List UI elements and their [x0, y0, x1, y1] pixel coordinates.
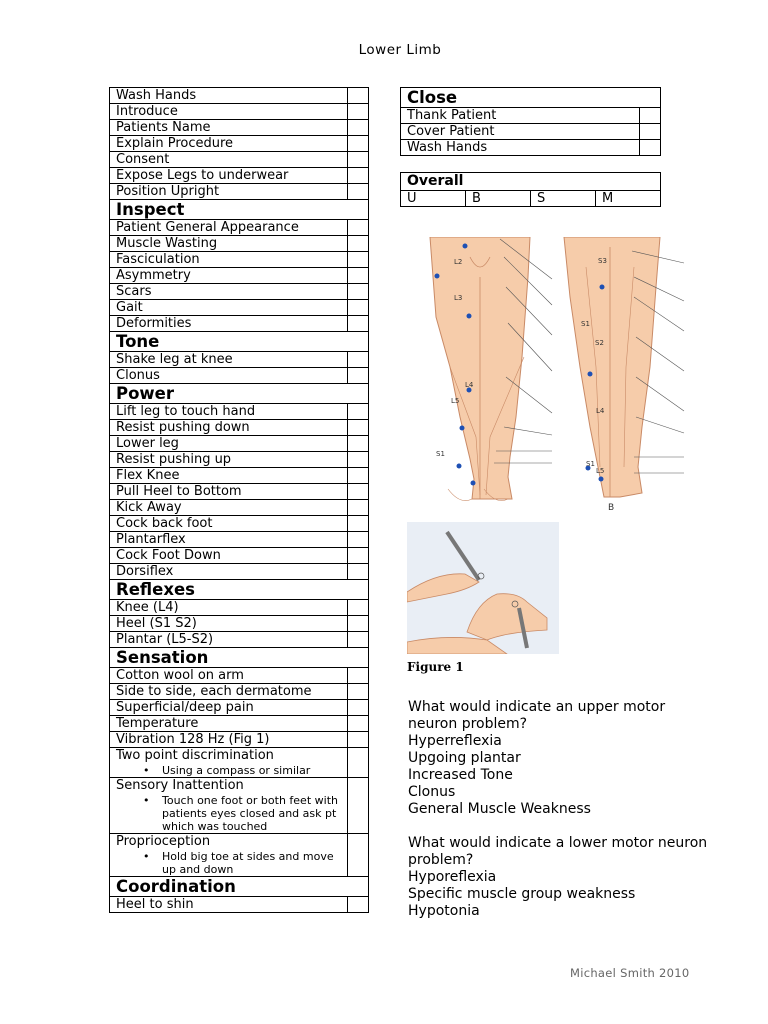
overall-header: Overall	[401, 173, 661, 191]
checklist-item: Heel to shin	[110, 897, 348, 913]
checklist-row	[110, 500, 369, 516]
dermatome-label: S1	[586, 460, 595, 468]
umn-answer: Clonus	[408, 784, 456, 800]
checkbox-cell[interactable]	[348, 252, 369, 268]
checklist-row	[110, 748, 369, 778]
section-header-reflexes: Reflexes	[110, 580, 369, 600]
checklist-item: Position Upright	[110, 184, 348, 200]
dermatome-label: S3	[598, 257, 607, 265]
lmn-answer: Specific muscle group weakness	[408, 886, 636, 902]
checkbox-cell[interactable]	[348, 834, 369, 877]
front-legs-figure	[430, 237, 530, 501]
dermatome-label: S1	[436, 450, 445, 458]
checklist-row	[110, 284, 369, 300]
checklist-row	[110, 220, 369, 236]
checkbox-cell[interactable]	[348, 778, 369, 834]
lmn-answer: Hypotonia	[408, 903, 480, 919]
figure-caption: Figure 1	[407, 660, 464, 674]
checklist-item: Expose Legs to underwear	[110, 168, 348, 184]
dermatome-diagram	[420, 237, 686, 513]
checkbox-cell[interactable]	[348, 152, 369, 168]
checklist-item: Flex Knee	[110, 468, 348, 484]
lmn-block	[408, 835, 708, 920]
checkbox-cell[interactable]	[348, 220, 369, 236]
dermatome-label: S1	[581, 320, 590, 328]
checkbox-cell[interactable]	[348, 732, 369, 748]
checkbox-cell[interactable]	[348, 500, 369, 516]
checkbox-cell[interactable]	[639, 140, 660, 156]
checkbox-cell[interactable]	[348, 88, 369, 104]
checklist-note: • Hold big toe at sides and move up and down	[116, 850, 347, 876]
author-footer: Michael Smith 2010	[570, 966, 690, 980]
checklist-item: Cotton wool on arm	[110, 668, 348, 684]
dermatome-label: L5	[451, 397, 460, 405]
close-item: Thank Patient	[401, 108, 640, 124]
checklist-item: Resist pushing up	[110, 452, 348, 468]
checkbox-cell[interactable]	[348, 564, 369, 580]
checklist-row	[110, 236, 369, 252]
checklist-item: Fasciculation	[110, 252, 348, 268]
checklist-item: Asymmetry	[110, 268, 348, 284]
checkbox-cell[interactable]	[348, 168, 369, 184]
checklist-item: Patients Name	[110, 120, 348, 136]
checklist-item: Heel (S1 S2)	[110, 616, 348, 632]
checklist-row	[110, 632, 369, 648]
checkbox-cell[interactable]	[348, 716, 369, 732]
checklist-row	[110, 532, 369, 548]
dermatome-label: S2	[595, 339, 604, 347]
checklist-row	[110, 716, 369, 732]
umn-block	[408, 699, 708, 818]
checklist-item: Patient General Appearance	[110, 220, 348, 236]
checklist-item: Plantarflex	[110, 532, 348, 548]
section-header-inspect: Inspect	[110, 200, 369, 220]
checkbox-cell[interactable]	[348, 532, 369, 548]
checkbox-cell[interactable]	[348, 184, 369, 200]
checkbox-cell[interactable]	[348, 632, 369, 648]
vibration-test-figure	[407, 522, 559, 654]
checklist-row	[110, 732, 369, 748]
checklist-item: Muscle Wasting	[110, 236, 348, 252]
checklist-item: Plantar (L5-S2)	[110, 632, 348, 648]
checklist-item: Consent	[110, 152, 348, 168]
checkbox-cell[interactable]	[639, 124, 660, 140]
checklist-row	[110, 88, 369, 104]
checklist-item: Cock Foot Down	[110, 548, 348, 564]
dermatome-label: L2	[454, 258, 463, 266]
checklist-item: Explain Procedure	[110, 136, 348, 152]
grade-b[interactable]: B	[466, 191, 531, 207]
grade-m[interactable]: M	[596, 191, 661, 207]
checklist-item: Knee (L4)	[110, 600, 348, 616]
checkbox-cell[interactable]	[348, 316, 369, 332]
checklist-item: Deformities	[110, 316, 348, 332]
checklist-row	[110, 668, 369, 684]
checklist-row	[110, 300, 369, 316]
checklist-row	[110, 436, 369, 452]
checkbox-cell[interactable]	[348, 136, 369, 152]
checklist-row	[110, 548, 369, 564]
section-header-sensation: Sensation	[110, 648, 369, 668]
checklist-item: Pull Heel to Bottom	[110, 484, 348, 500]
checklist-note: • Using a compass or similar	[116, 764, 347, 777]
umn-question: What would indicate an upper motor neuron problem?	[408, 699, 666, 732]
checklist-item: Proprioception	[116, 834, 211, 849]
checklist-item: Kick Away	[110, 500, 348, 516]
close-table	[400, 87, 661, 156]
checklist-row	[110, 564, 369, 580]
examination-checklist	[109, 87, 369, 913]
checklist-item: Dorsiflex	[110, 564, 348, 580]
checkbox-cell[interactable]	[348, 268, 369, 284]
panel-label: B	[608, 503, 615, 513]
checklist-item: Resist pushing down	[110, 420, 348, 436]
checklist-row	[110, 104, 369, 120]
checklist-row	[110, 352, 369, 368]
section-header-coordination: Coordination	[110, 877, 369, 897]
checklist-item: Wash Hands	[110, 88, 348, 104]
close-item: Cover Patient	[401, 124, 640, 140]
dermatome-label: L3	[454, 294, 463, 302]
checklist-row	[110, 616, 369, 632]
umn-answer: Hyperreflexia	[408, 733, 502, 749]
checklist-item: Introduce	[110, 104, 348, 120]
checkbox-cell[interactable]	[348, 236, 369, 252]
checklist-item: Two point discrimination	[116, 748, 274, 763]
checkbox-cell[interactable]	[348, 600, 369, 616]
checklist-row	[110, 778, 369, 834]
checkbox-cell[interactable]	[348, 436, 369, 452]
overall-table	[400, 172, 661, 207]
checklist-row	[110, 316, 369, 332]
checklist-row	[110, 468, 369, 484]
checkbox-cell[interactable]	[348, 684, 369, 700]
section-header-tone: Tone	[110, 332, 369, 352]
checklist-item: Temperature	[110, 716, 348, 732]
checklist-item: Sensory Inattention	[116, 778, 244, 793]
checkbox-cell[interactable]	[348, 668, 369, 684]
checkbox-cell[interactable]	[348, 352, 369, 368]
grade-u[interactable]: U	[401, 191, 466, 207]
checklist-item: Superficial/deep pain	[110, 700, 348, 716]
checklist-item: Gait	[110, 300, 348, 316]
checklist-row	[110, 834, 369, 877]
checkbox-cell[interactable]	[348, 616, 369, 632]
checkbox-cell[interactable]	[348, 104, 369, 120]
checkbox-cell[interactable]	[348, 516, 369, 532]
checkbox-cell[interactable]	[348, 548, 369, 564]
checklist-item: Shake leg at knee	[110, 352, 348, 368]
page-title: Lower Limb	[358, 42, 442, 58]
lmn-answer: Hyporeflexia	[408, 869, 497, 885]
checkbox-cell[interactable]	[348, 284, 369, 300]
checkbox-cell[interactable]	[348, 420, 369, 436]
checkbox-cell[interactable]	[348, 452, 369, 468]
checkbox-cell[interactable]	[348, 700, 369, 716]
checklist-row	[110, 600, 369, 616]
checklist-row	[110, 516, 369, 532]
checklist-item: Cock back foot	[110, 516, 348, 532]
grade-s[interactable]: S	[531, 191, 596, 207]
checklist-row	[110, 420, 369, 436]
checklist-row	[110, 184, 369, 200]
umn-answer: General Muscle Weakness	[408, 801, 591, 817]
checklist-item: Lower leg	[110, 436, 348, 452]
checklist-row	[110, 152, 369, 168]
checklist-item: Scars	[110, 284, 348, 300]
dermatome-label: L4	[465, 381, 474, 389]
back-legs-figure	[564, 237, 660, 497]
checkbox-cell[interactable]	[348, 484, 369, 500]
checklist-row	[110, 368, 369, 384]
checklist-note: • Touch one foot or both feet with patients eyes closed and ask pt which was touched	[116, 794, 347, 833]
checkbox-cell[interactable]	[348, 368, 369, 384]
lmn-question: What would indicate a lower motor neuron problem?	[408, 835, 708, 868]
checkbox-cell[interactable]	[639, 108, 660, 124]
umn-answer: Upgoing plantar	[408, 750, 521, 766]
umn-answer: Increased Tone	[408, 767, 513, 783]
checkbox-cell[interactable]	[348, 748, 369, 778]
checklist-row	[110, 168, 369, 184]
checklist-row	[110, 136, 369, 152]
checkbox-cell[interactable]	[348, 300, 369, 316]
checklist-row	[110, 252, 369, 268]
dermatome-label: L4	[596, 407, 605, 415]
section-header-power: Power	[110, 384, 369, 404]
close-item: Wash Hands	[401, 140, 640, 156]
close-header: Close	[401, 88, 661, 108]
checklist-row	[110, 404, 369, 420]
checklist-row	[110, 684, 369, 700]
checklist-row	[110, 700, 369, 716]
dermatome-label: L5	[596, 467, 605, 475]
checklist-item: Vibration 128 Hz (Fig 1)	[110, 732, 348, 748]
checklist-row	[110, 120, 369, 136]
checkbox-cell[interactable]	[348, 120, 369, 136]
checklist-row	[110, 484, 369, 500]
checklist-row	[110, 268, 369, 284]
checkbox-cell[interactable]	[348, 404, 369, 420]
checklist-item: Lift leg to touch hand	[110, 404, 348, 420]
checklist-item: Clonus	[110, 368, 348, 384]
checklist-item: Side to side, each dermatome	[110, 684, 348, 700]
checklist-row	[110, 897, 369, 913]
checklist-row	[110, 452, 369, 468]
checkbox-cell[interactable]	[348, 468, 369, 484]
checkbox-cell[interactable]	[348, 897, 369, 913]
